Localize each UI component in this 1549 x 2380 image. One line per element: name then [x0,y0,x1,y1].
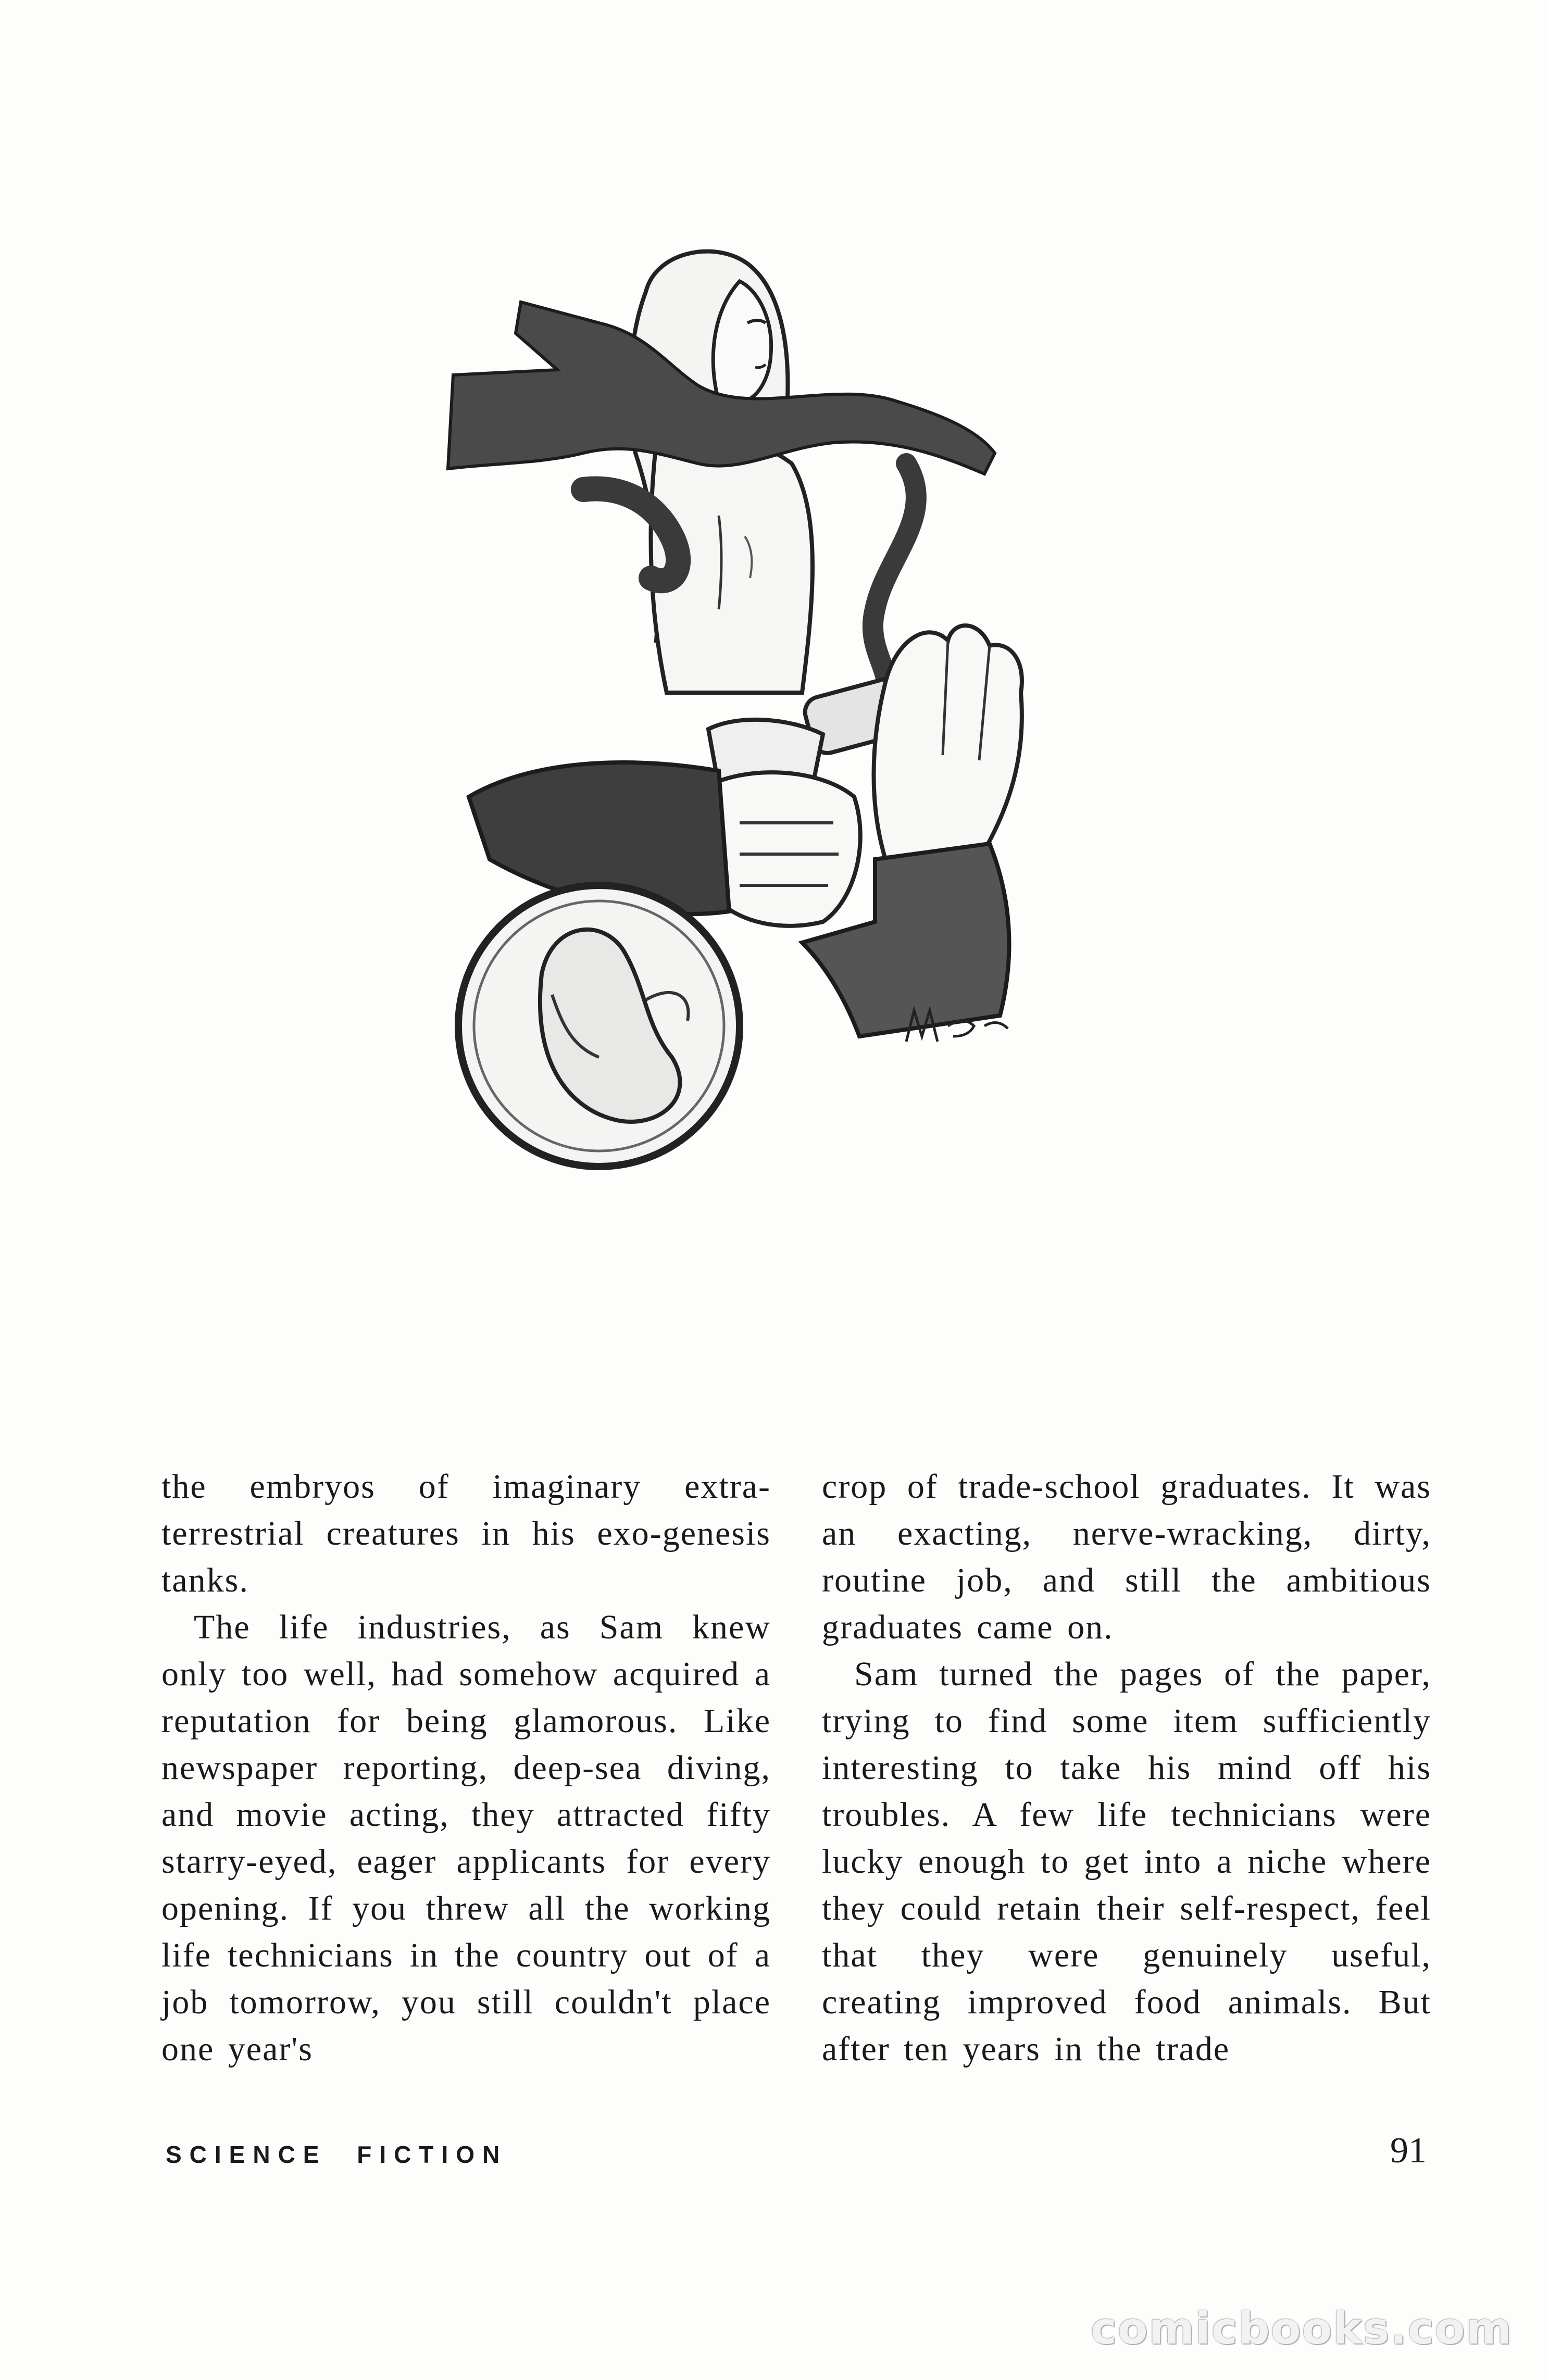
paragraph: The life industries, as Sam knew only too well, had somehow acquired a reputation for being glamorous. Like newspaper reporting, deep-sea diving, and movie acting, they attracted fifty starry-eyed, eager applicants for every opening. If you threw all the working life technicians in the country out of a job tomorrow, you still couldn't place one year's [161,1608,771,2068]
paragraph: crop of trade-school graduates. It was an exacting, nerve-wracking, dirty, routine job, and still the ambitious graduates came on. [822,1468,1431,1646]
site-watermark: comicbooks.com [1091,2303,1513,2354]
page-number: 91 [1390,2131,1427,2171]
paragraph: Sam turned the pages of the paper, trying to find some item sufficiently interesting to take his mind off his troubles. A few life technicians were lucky enough to get into a niche where they could retain their self-respect, feel that they were genuinely useful, creating improved food animals. But after ten years in the trade [822,1655,1431,2068]
text-column-right [822,1463,1431,2073]
paragraph: the embryos of imaginary extra-terrestrial creatures in his exo-genesis tanks. [161,1468,771,1599]
story-illustration [427,245,1146,1193]
magazine-title: SCIENCE FICTION [166,2141,508,2168]
text-column-left [161,1463,771,2073]
